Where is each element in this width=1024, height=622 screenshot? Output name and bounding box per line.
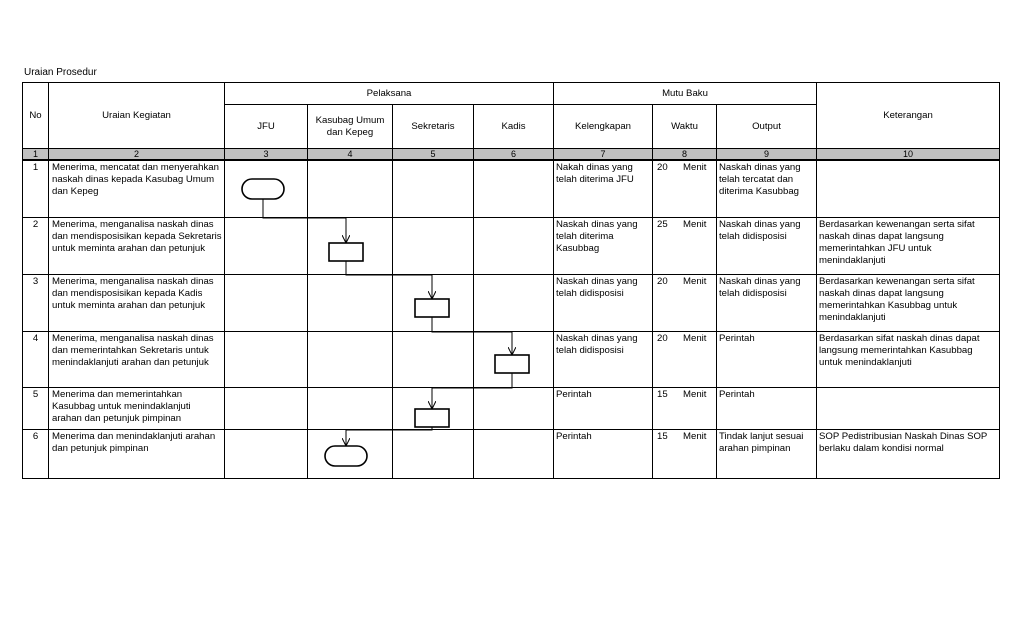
row-number: 2	[23, 217, 49, 274]
header-output: Output	[717, 105, 817, 149]
output-cell: Perintah	[717, 387, 817, 429]
activity-description: Menerima dan memerintahkan Kasubbag untuk menindaklanjuti arahan dan petunjuk pimpinan	[49, 387, 225, 429]
column-number: 7	[554, 149, 653, 161]
lane-kasubbag-cell	[308, 331, 393, 387]
section-title: Uraian Prosedur	[24, 67, 97, 78]
waktu-unit: Menit	[683, 275, 707, 287]
kelengkapan-cell: Naskah dinas yang telah didisposisi	[554, 274, 653, 331]
waktu-value: 15	[657, 430, 668, 442]
header-kelengkapan: Kelengkapan	[554, 105, 653, 149]
kelengkapan-cell: Naskah dinas yang telah didisposisi	[554, 331, 653, 387]
lane-kadis-cell	[474, 217, 554, 274]
activity-description: Menerima, mencatat dan menyerahkan naskah dinas kepada Kasubag Umum dan Kepeg	[49, 160, 225, 217]
procedure-row	[23, 331, 1000, 387]
waktu-unit: Menit	[683, 162, 707, 173]
kelengkapan-cell: Perintah	[554, 429, 653, 478]
lane-kasubbag-cell	[308, 387, 393, 429]
activity-description: Menerima, menganalisa naskah dinas dan mendisposisikan kepada Kadis untuk meminta arahan dan petunjuk	[49, 274, 225, 331]
lane-sekretaris-cell	[393, 387, 474, 429]
lane-sekretaris-cell	[393, 160, 474, 217]
kelengkapan-cell: Nakah dinas yang telah diterima JFU	[554, 160, 653, 217]
procedure-row	[23, 274, 1000, 331]
column-number: 2	[49, 149, 225, 161]
waktu-cell	[653, 387, 717, 429]
lane-sekretaris-cell	[393, 217, 474, 274]
procedure-row	[23, 429, 1000, 478]
row-number: 3	[23, 274, 49, 331]
waktu-value: 20	[657, 332, 668, 344]
lane-sekretaris-cell	[393, 274, 474, 331]
waktu-unit: Menit	[683, 218, 707, 230]
row-number: 5	[23, 387, 49, 429]
output-cell: Perintah	[717, 331, 817, 387]
lane-kadis-cell	[474, 331, 554, 387]
activity-description: Menerima, menganalisa naskah dinas dan mendisposisikan kepada Sekretaris untuk meminta arahan dan petunjuk	[49, 217, 225, 274]
column-number: 6	[474, 149, 554, 161]
lane-sekretaris-cell	[393, 331, 474, 387]
header-jfu: JFU	[225, 105, 308, 149]
activity-description: Menerima dan menindaklanjuti arahan dan petunjuk pimpinan	[49, 429, 225, 478]
column-number-row	[23, 149, 1000, 161]
header-sekretaris: Sekretaris	[393, 105, 474, 149]
kelengkapan-cell: Perintah	[554, 387, 653, 429]
column-number: 4	[308, 149, 393, 161]
column-number: 9	[717, 149, 817, 161]
waktu-cell	[653, 331, 717, 387]
header-pelaksana: Pelaksana	[225, 83, 554, 105]
waktu-cell	[653, 160, 717, 217]
activity-description: Menerima, menganalisa naskah dinas dan memerintahkan Sekretaris untuk menindaklanjuti arahan dan petunjuk	[49, 331, 225, 387]
waktu-value: 15	[657, 388, 668, 400]
lane-jfu-cell	[225, 160, 308, 217]
keterangan-cell: Berdasarkan kewenangan serta sifat naskah dinas dapat langsung memerintahkan JFU untuk menindaklanjuti	[817, 217, 1000, 274]
lane-kasubbag-cell	[308, 274, 393, 331]
lane-sekretaris-cell	[393, 429, 474, 478]
output-cell: Naskah dinas yang telah tercatat dan diterima Kasubbag	[717, 160, 817, 217]
row-number: 4	[23, 331, 49, 387]
header-mutu-baku: Mutu Baku	[554, 83, 817, 105]
lane-jfu-cell	[225, 331, 308, 387]
output-cell: Naskah dinas yang telah didisposisi	[717, 217, 817, 274]
lane-kasubbag-cell	[308, 160, 393, 217]
lane-kadis-cell	[474, 429, 554, 478]
waktu-unit: Menit	[683, 430, 707, 442]
procedure-row	[23, 160, 1000, 217]
waktu-cell	[653, 217, 717, 274]
column-number: 3	[225, 149, 308, 161]
sop-table	[22, 82, 1000, 479]
waktu-unit: Menit	[683, 332, 707, 344]
header-uraian-kegiatan: Uraian Kegiatan	[49, 83, 225, 149]
waktu-cell	[653, 429, 717, 478]
header-keterangan: Keterangan	[817, 83, 1000, 149]
header-no: No	[23, 83, 49, 149]
header-waktu: Waktu	[653, 105, 717, 149]
lane-kadis-cell	[474, 160, 554, 217]
column-number: 1	[23, 149, 49, 161]
keterangan-cell: Berdasarkan kewenangan serta sifat naskah dinas dapat langsung memerintahkan Kasubbag untuk menindaklanjuti	[817, 274, 1000, 331]
row-number: 6	[23, 429, 49, 478]
column-number: 10	[817, 149, 1000, 161]
lane-kasubbag-cell	[308, 217, 393, 274]
lane-kadis-cell	[474, 274, 554, 331]
procedure-row	[23, 217, 1000, 274]
procedure-row	[23, 387, 1000, 429]
lane-jfu-cell	[225, 429, 308, 478]
waktu-value: 25	[657, 218, 668, 230]
waktu-value: 20	[657, 275, 668, 287]
keterangan-cell	[817, 387, 1000, 429]
keterangan-cell	[817, 160, 1000, 217]
keterangan-cell: SOP Pedistribusian Naskah Dinas SOP berlaku dalam kondisi normal	[817, 429, 1000, 478]
waktu-unit: Menit	[683, 388, 707, 400]
waktu-value: 20	[657, 162, 668, 173]
lane-kasubbag-cell	[308, 429, 393, 478]
kelengkapan-cell: Naskah dinas yang telah diterima Kasubbag	[554, 217, 653, 274]
lane-jfu-cell	[225, 274, 308, 331]
waktu-cell	[653, 274, 717, 331]
column-number: 8	[653, 149, 717, 161]
keterangan-cell: Berdasarkan sifat naskah dinas dapat langsung memerintahkan Kasubbag untuk menindaklanjuti	[817, 331, 1000, 387]
output-cell: Naskah dinas yang telah didisposisi	[717, 274, 817, 331]
header-kadis: Kadis	[474, 105, 554, 149]
header-kasubbag: Kasubag Umum dan Kepeg	[308, 105, 393, 149]
row-number: 1	[23, 160, 49, 217]
lane-jfu-cell	[225, 217, 308, 274]
column-number: 5	[393, 149, 474, 161]
lane-kadis-cell	[474, 387, 554, 429]
lane-jfu-cell	[225, 387, 308, 429]
output-cell: Tindak lanjut sesuai arahan pimpinan	[717, 429, 817, 478]
